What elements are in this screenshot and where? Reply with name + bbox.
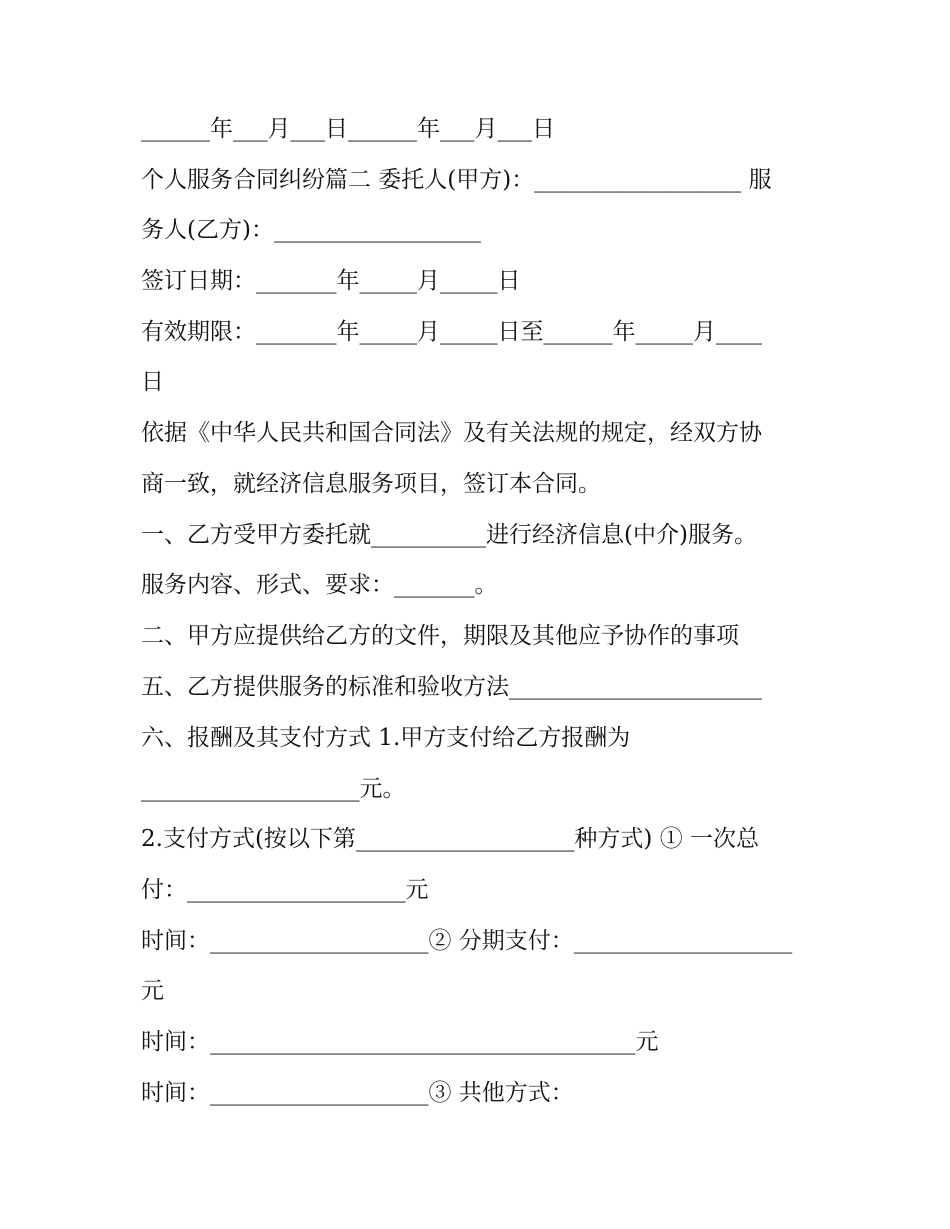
text-line-validity-end: 日 [141,369,164,395]
text-line-legal-basis-cont: 商一致，就经济信息服务项目，签订本合同。 [141,471,601,497]
text-line-clause-2: 二、甲方应提供给乙方的文件，期限及其他应予协作的事项 [141,623,739,649]
text-line-legal-basis: 依据《中华人民共和国合同法》及有关法规的规定，经双方协 [141,420,762,446]
text-line-time-amount: 时间：_____________________________________元 [141,1029,659,1055]
text-line-clause-5: 五、乙方提供服务的标准和验收方法______________________ [141,674,762,700]
text-line-installment: 时间：___________________② 分期支付：___________________ [141,928,793,954]
text-line-payment-method: 2.支付方式(按以下第___________________种方式) ① 一次总 [141,826,760,852]
text-line-validity: 有效期限：_______年_____月_____日至______年_____月____ [141,319,762,345]
text-line-clause-1: 一、乙方受甲方委托就__________进行经济信息(中介)服务。 [141,522,757,548]
text-line-clause-6: 六、报酬及其支付方式 1.甲方支付给乙方报酬为 [141,725,631,751]
text-line-lump-sum: 付：___________________元 [141,877,429,903]
text-line-signing-date: 签订日期：_______年_____月_____日 [141,268,521,294]
text-line-client: 个人服务合同纠纷篇二 委托人(甲方)：__________________ 服 [141,167,772,193]
text-line-service-content: 服务内容、形式、要求：_______。 [141,572,498,598]
text-line-remuneration-amount: ___________________元。 [141,776,406,802]
text-line-installment-unit: 元 [141,978,164,1004]
text-line-date-range: ______年___月___日______年___月___日 [141,116,555,142]
text-line-other-method: 时间：___________________③ 共他方式： [141,1080,574,1106]
text-line-provider: 务人(乙方)：__________________ [141,217,481,243]
